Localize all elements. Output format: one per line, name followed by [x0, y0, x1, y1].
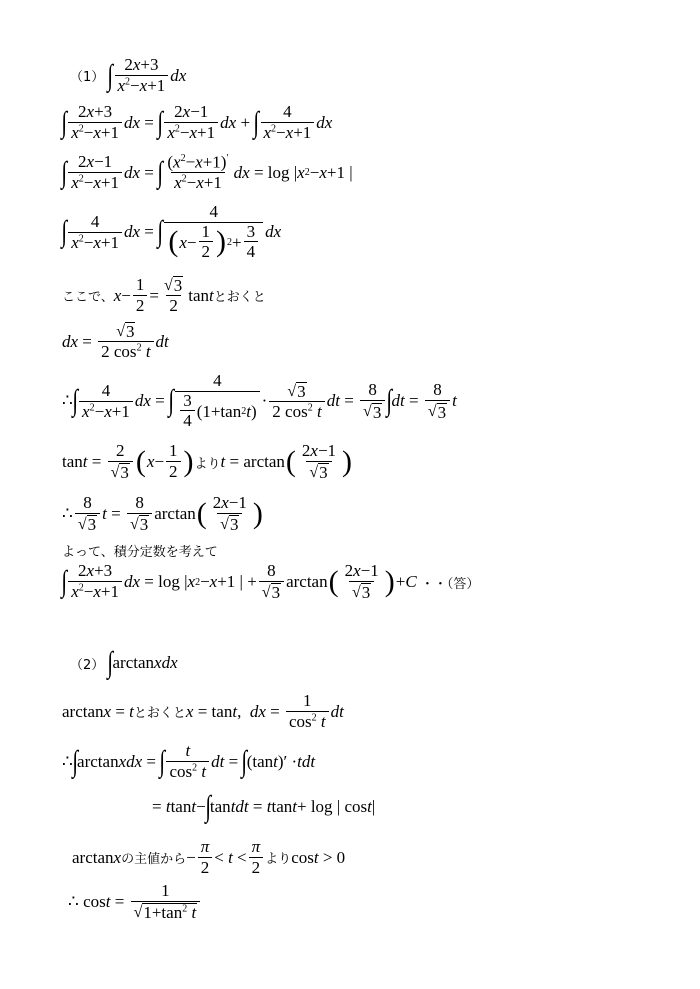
arctan-result: ∴ 8 √ 3 t = 8 √ 3 arctan ( 2x−1 √ 3 )	[62, 493, 263, 535]
cos-t-expression: ∴ cos t = 1 √ $1+\tan^2$ t	[68, 882, 202, 922]
part2-heading: （2） ∫ arctan xdx	[70, 646, 178, 679]
jp-kokode: ここで、	[62, 290, 114, 306]
substitution: ここで、 x − $\frac{1}{2}$ = √ 3 2 tan t とおくと	[62, 275, 266, 315]
part2-jp-tooku: とおくと	[133, 706, 186, 722]
split-integral: ∫ $\frac{2x+3}{x^2-x+1}$ dx = ∫ $\frac{2x-1}{x^2-x+1}$ dx + ∫ $\frac{4}{x^2-x+1}$ dx	[61, 102, 333, 142]
tan-t-expression: tan t = 2 √ 3 ( x − $\frac{1}{2}$ ) より t = arctan ( 2x−1 √ 3 )	[62, 441, 353, 483]
therefore-integral: ∴ ∫ $\frac{4}{x^2-x+1}$ dx = ∫ 4 $\frac{3}{4}$ (1+tan 2 t ) · √ 3 2 $\cos^2 t$ dt = 8 √ 3 ∫ dt = 8 √ 3 t	[62, 371, 457, 431]
complete-square: ∫ $\frac{4}{x^2-x+1}$ dx = ∫ 4 ( x − $\frac{1}{2}$ ) 2 + $\frac{3}{4}$ dx	[61, 202, 282, 262]
jp-yotte: よって、積分定数を考えて	[62, 545, 218, 560]
answer-marker: ・・（答）	[420, 576, 480, 592]
jp-yori: より	[194, 456, 221, 472]
part1-label: （1）	[70, 70, 105, 86]
part1-heading: （1） ∫ $\frac{2x+3}{x^2-x+1}$ dx	[70, 55, 187, 95]
part2-integration: ∴ ∫ arctan xdx = ∫ $\frac{t}{\cos^2 t}$ dt = ∫ (tan t )′ · tdt	[62, 741, 316, 781]
final-answer-1: ∫ $\frac{2x+3}{x^2-x+1}$ dx = log | x 2 − x +1 | + 8 √ 3 arctan ( 2x−1 √ 3 ) + C ・・（答）	[61, 561, 480, 603]
jp-shuchi: の主値から	[121, 852, 187, 868]
log-integral: ∫ $\frac{2x-1}{x^2-x+1}$ dx = ∫ $\frac{(x^2-x+1)'}{x^2-x+1}$ dx = log | x 2 − x +1 |	[61, 152, 353, 193]
part2-label: （2）	[70, 657, 105, 673]
part2-by-parts: = t tan t − ∫ tan tdt = t tan t + log | cos t |	[152, 790, 376, 823]
part2-jp-yori: より	[265, 852, 292, 868]
dx-expression: dx = √ 3 2 $\cos^2 t$ dt	[62, 322, 169, 361]
principal-value: arctan x の主値から − $\frac{\pi}{2}$ < t < $\frac{\pi}{2}$ より cos t > 0	[72, 837, 346, 877]
integrand-fraction: $\frac{2x+3}{x^2-x+1}$	[115, 56, 169, 95]
jp-tooku: とおくと	[213, 290, 266, 306]
part2-substitution: arctan x = t とおくと x = tan t , dx = $\frac{1}{\cos^2 t}$ dt	[62, 691, 344, 731]
